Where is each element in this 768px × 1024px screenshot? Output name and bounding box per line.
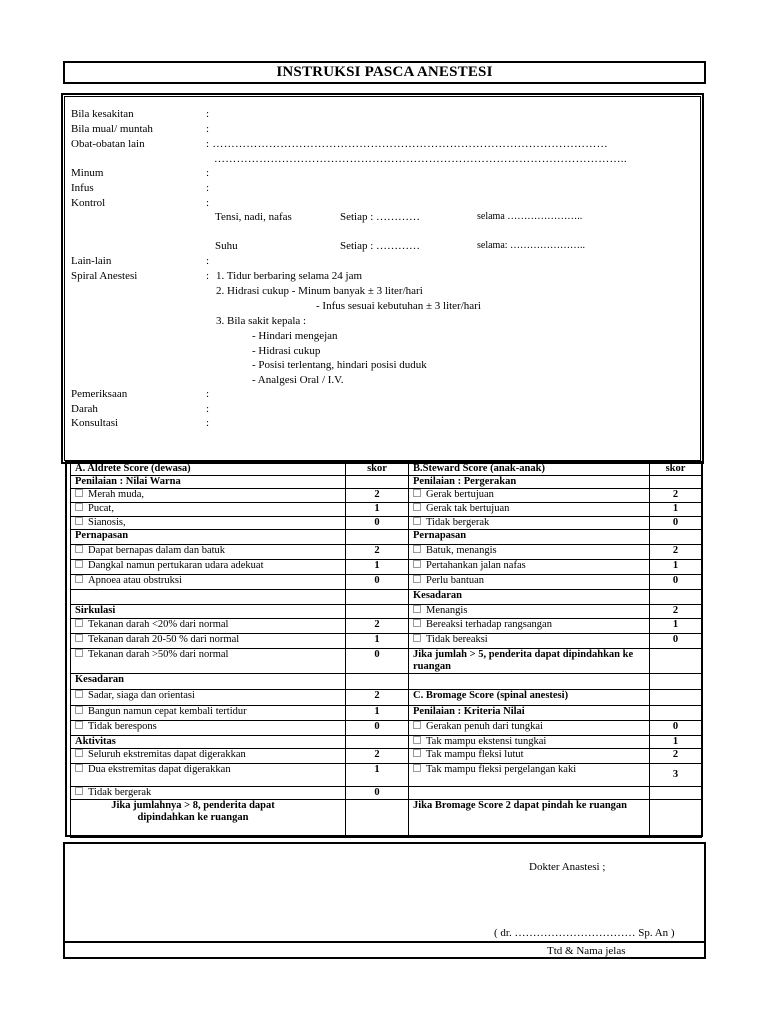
score-value-a: 0: [346, 575, 409, 590]
score-b-cell-0: [409, 463, 650, 476]
score-b-cell-15: [409, 690, 650, 706]
signature-divider: [63, 941, 706, 943]
bottom-field-value-2[interactable]: :: [206, 417, 210, 429]
score-a-cell-6[interactable]: [71, 545, 346, 560]
score-value-a: 1: [346, 634, 409, 649]
checkbox-icon[interactable]: [413, 605, 421, 613]
kontrol-setiap-1[interactable]: Setiap : …………: [340, 240, 421, 252]
score-row-22: [71, 800, 702, 838]
score-value-a: [346, 800, 409, 838]
score-value-b: 1: [650, 619, 702, 634]
checkbox-icon[interactable]: [75, 503, 83, 511]
score-text: Apnoea atau obstruksi: [88, 575, 182, 586]
score-value-b: [650, 787, 702, 800]
score-text: Gerakan penuh dari tungkai: [426, 721, 543, 732]
score-b-cell-3[interactable]: [409, 503, 650, 517]
bottom-field-value-1[interactable]: :: [206, 403, 210, 415]
score-row-17: [71, 721, 702, 736]
score-text: Aktivitas: [75, 736, 116, 747]
score-value-a: 1: [346, 503, 409, 517]
score-row-4: [71, 517, 702, 530]
score-a-cell-20[interactable]: [71, 764, 346, 787]
score-text: Sirkulasi: [75, 605, 116, 616]
score-b-cell-1: [409, 476, 650, 489]
score-row-19: [71, 749, 702, 764]
score-value-b: 2: [650, 545, 702, 560]
score-text: Jika Bromage Score 2 dapat pindah ke ruangan: [413, 800, 628, 811]
score-value-b: [650, 706, 702, 721]
score-a-cell-19[interactable]: [71, 749, 346, 764]
score-row-9: [71, 590, 702, 605]
checkbox-icon[interactable]: [413, 764, 421, 772]
score-text: Kesadaran: [413, 590, 463, 601]
score-b-cell-18[interactable]: [409, 736, 650, 749]
score-text: Jika jumlah > 5, penderita dapat dipindahkan ke ruangan: [413, 649, 634, 672]
score-value-b: 2: [650, 605, 702, 619]
score-row-8: [71, 575, 702, 590]
score-value-a: 0: [346, 517, 409, 530]
score-b-cell-11[interactable]: [409, 619, 650, 634]
score-a-cell-11[interactable]: [71, 619, 346, 634]
form-title: INSTRUKSI PASCA ANESTESI: [276, 64, 493, 80]
score-a-cell-0: [71, 463, 346, 476]
score-value-b: 1: [650, 503, 702, 517]
score-text: Pernapasan: [75, 530, 129, 541]
score-table: [70, 462, 702, 838]
score-value-b: 0: [650, 575, 702, 590]
field-label-1: Bila mual/ muntah: [71, 123, 153, 135]
spiral-line-6: - Posisi terlentang, hindari posisi duduk: [252, 359, 427, 371]
score-row-12: [71, 634, 702, 649]
kontrol-item-0: Tensi, nadi, nafas: [215, 211, 292, 223]
score-b-cell-16: [409, 706, 650, 721]
score-text: Tak mampu ekstensi tungkai: [426, 736, 547, 747]
score-text: Sadar, siaga dan orientasi: [88, 690, 195, 701]
score-a-cell-4[interactable]: [71, 517, 346, 530]
score-text: Tekanan darah <20% dari normal: [88, 619, 229, 630]
score-value-b: skor: [650, 463, 702, 476]
bottom-field-label-0: Pemeriksaan: [71, 388, 128, 400]
score-row-18: [71, 736, 702, 749]
score-text: Penilaian : Pergerakan: [413, 476, 517, 487]
checkbox-icon[interactable]: [413, 503, 421, 511]
score-b-cell-6[interactable]: [409, 545, 650, 560]
score-row-3: [71, 503, 702, 517]
checkbox-icon[interactable]: [413, 721, 421, 729]
kontrol-selama-0[interactable]: selama …………………..: [477, 211, 583, 222]
score-b-cell-10[interactable]: [409, 605, 650, 619]
score-value-b: [650, 674, 702, 690]
score-text: Tidak bereaksi: [426, 634, 488, 645]
score-row-1: [71, 476, 702, 489]
lain-lain-colon[interactable]: :: [206, 255, 210, 267]
bottom-field-value-0[interactable]: :: [206, 388, 210, 400]
score-value-a: 2: [346, 749, 409, 764]
score-b-cell-17[interactable]: [409, 721, 650, 736]
score-text: Bereaksi terhadap rangsangan: [426, 619, 552, 630]
spiral-line-3: 3. Bila sakit kepala :: [216, 315, 307, 327]
spiral-line-4: - Hindari mengejan: [252, 330, 338, 342]
field-value-4[interactable]: :: [206, 167, 210, 179]
checkbox-icon[interactable]: [75, 749, 83, 757]
score-value-b: 2: [650, 749, 702, 764]
score-value-a: 1: [346, 706, 409, 721]
score-text: Pucat,: [88, 503, 114, 514]
score-row-16: [71, 706, 702, 721]
field-value-5[interactable]: :: [206, 182, 210, 194]
score-text: B.Steward Score (anak-anak): [413, 463, 545, 474]
score-a-cell-17[interactable]: [71, 721, 346, 736]
score-value-b: 1: [650, 560, 702, 575]
field-label-4: Minum: [71, 167, 104, 179]
score-value-a: 2: [346, 489, 409, 503]
spiral-colon: :: [206, 270, 210, 282]
score-text: Jika jumlahnya > 8, penderita dapat dipindahkan ke ruangan: [111, 800, 275, 823]
checkbox-icon[interactable]: [75, 634, 83, 642]
checkbox-icon[interactable]: [75, 649, 83, 657]
score-text: Gerak bertujuan: [426, 489, 494, 500]
score-a-cell-10: [71, 605, 346, 619]
lain-lain-label: Lain-lain: [71, 255, 112, 267]
score-row-13: [71, 649, 702, 674]
score-text: Sianosis,: [88, 517, 126, 528]
checkbox-icon[interactable]: [413, 634, 421, 642]
score-text: Perlu bantuan: [426, 575, 485, 586]
checkbox-icon[interactable]: [413, 545, 421, 553]
field-label-2: Obat-obatan lain: [71, 138, 145, 150]
checkbox-icon[interactable]: [75, 690, 83, 698]
checkbox-icon[interactable]: [413, 560, 421, 568]
score-value-b: [650, 649, 702, 674]
checkbox-icon[interactable]: [75, 787, 83, 795]
spiral-line-1: 2. Hidrasi cukup - Minum banyak ± 3 liter/hari: [216, 285, 423, 297]
score-value-b: [650, 530, 702, 545]
score-text: Tidak bergerak: [88, 787, 152, 798]
doctor-name-line[interactable]: ( dr. …………………………… Sp. An ): [494, 927, 675, 939]
checkbox-icon[interactable]: [75, 489, 83, 497]
score-row-5: [71, 530, 702, 545]
field-label-0: Bila kesakitan: [71, 108, 134, 120]
checkbox-icon[interactable]: [75, 517, 83, 525]
score-value-a: 1: [346, 764, 409, 787]
score-value-a: 1: [346, 560, 409, 575]
score-a-cell-3[interactable]: [71, 503, 346, 517]
score-row-10: [71, 605, 702, 619]
score-a-cell-12[interactable]: [71, 634, 346, 649]
checkbox-icon[interactable]: [75, 545, 83, 553]
score-row-6: [71, 545, 702, 560]
signature-caption: Ttd & Nama jelas: [547, 945, 626, 957]
score-row-14: [71, 674, 702, 690]
score-value-a: 2: [346, 690, 409, 706]
score-text: Tekanan darah >50% dari normal: [88, 649, 229, 660]
score-text: Penilaian : Kriteria Nilai: [413, 706, 525, 717]
bottom-field-label-1: Darah: [71, 403, 98, 415]
score-row-7: [71, 560, 702, 575]
field-value-2[interactable]: : ……………………………………………………………………………………………: [206, 138, 608, 150]
score-a-cell-22: [71, 800, 346, 838]
score-value-b: [650, 690, 702, 706]
score-value-a: [346, 605, 409, 619]
spiral-line-0: 1. Tidur berbaring selama 24 jam: [216, 270, 363, 282]
score-value-b: 0: [650, 517, 702, 530]
score-text: Seluruh ekstremitas dapat digerakkan: [88, 749, 246, 760]
score-b-cell-14: [409, 674, 650, 690]
score-text: Gerak tak bertujuan: [426, 503, 510, 514]
score-value-a: skor: [346, 463, 409, 476]
score-text: Tak mampu fleksi pergelangan kaki: [426, 764, 577, 775]
checkbox-icon[interactable]: [413, 619, 421, 627]
score-text: Kesadaran: [75, 674, 125, 685]
score-text: Tak mampu fleksi lutut: [426, 749, 524, 760]
spiral-label: Spiral Anestesi: [71, 270, 138, 282]
score-value-b: [650, 800, 702, 838]
score-a-cell-16[interactable]: [71, 706, 346, 721]
score-a-cell-5: [71, 530, 346, 545]
field-value-6[interactable]: :: [206, 197, 210, 209]
score-text: Menangis: [426, 605, 468, 616]
score-value-b: [650, 476, 702, 489]
checkbox-icon[interactable]: [75, 560, 83, 568]
score-a-cell-2[interactable]: [71, 489, 346, 503]
score-value-b: 3: [650, 764, 702, 787]
field-value-0[interactable]: :: [206, 108, 210, 120]
score-a-cell-14: [71, 674, 346, 690]
score-value-a: [346, 674, 409, 690]
score-b-cell-7[interactable]: [409, 560, 650, 575]
score-value-b: 1: [650, 736, 702, 749]
score-row-15: [71, 690, 702, 706]
checkbox-icon[interactable]: [75, 764, 83, 772]
spiral-line-5: - Hidrasi cukup: [252, 345, 321, 357]
spiral-line-2: - Infus sesuai kebutuhan ± 3 liter/hari: [316, 300, 481, 312]
score-a-cell-13[interactable]: [71, 649, 346, 674]
doctor-label: Dokter Anastesi ;: [529, 861, 606, 873]
score-b-cell-9: [409, 590, 650, 605]
score-text: C. Bromage Score (spinal anestesi): [413, 690, 569, 701]
form-title-box: [63, 61, 706, 84]
score-b-cell-13: [409, 649, 650, 674]
kontrol-setiap-0[interactable]: Setiap : …………: [340, 211, 421, 223]
score-a-cell-7[interactable]: [71, 560, 346, 575]
score-text: Tekanan darah 20-50 % dari normal: [88, 634, 240, 645]
score-row-0: [71, 463, 702, 476]
score-a-cell-1: [71, 476, 346, 489]
score-value-a: [346, 530, 409, 545]
score-b-cell-12[interactable]: [409, 634, 650, 649]
score-row-2: [71, 489, 702, 503]
checkbox-icon[interactable]: [413, 749, 421, 757]
score-text: Dangkal namun pertukaran udara adekuat: [88, 560, 264, 571]
score-text: Tidak bergerak: [426, 517, 490, 528]
score-b-cell-20[interactable]: [409, 764, 650, 787]
score-b-cell-5: [409, 530, 650, 545]
score-row-11: [71, 619, 702, 634]
score-text: Tidak berespons: [88, 721, 157, 732]
kontrol-selama-1[interactable]: selama: …………………..: [477, 240, 586, 251]
field-value-3[interactable]: ………………………………………………………………………………………………..: [214, 153, 627, 165]
score-value-b: [650, 590, 702, 605]
score-b-cell-8[interactable]: [409, 575, 650, 590]
score-text: Batuk, menangis: [426, 545, 497, 556]
checkbox-icon[interactable]: [75, 721, 83, 729]
score-text: Pernapasan: [413, 530, 467, 541]
score-value-a: [346, 736, 409, 749]
field-label-6: Kontrol: [71, 197, 106, 209]
score-b-cell-22: [409, 800, 650, 838]
score-value-a: 0: [346, 721, 409, 736]
checkbox-icon[interactable]: [75, 706, 83, 714]
score-b-cell-19[interactable]: [409, 749, 650, 764]
score-a-cell-21[interactable]: [71, 787, 346, 800]
score-row-21: [71, 787, 702, 800]
score-text: A. Aldrete Score (dewasa): [75, 463, 191, 474]
score-value-b: 0: [650, 634, 702, 649]
score-value-a: 0: [346, 787, 409, 800]
score-text: Pertahankan jalan nafas: [426, 560, 526, 571]
score-a-cell-18: [71, 736, 346, 749]
field-label-5: Infus: [71, 182, 94, 194]
checkbox-icon[interactable]: [75, 575, 83, 583]
score-value-a: [346, 590, 409, 605]
score-a-cell-8[interactable]: [71, 575, 346, 590]
score-a-cell-15[interactable]: [71, 690, 346, 706]
checkbox-icon[interactable]: [413, 489, 421, 497]
kontrol-item-1: Suhu: [215, 240, 238, 252]
score-b-cell-2[interactable]: [409, 489, 650, 503]
checkbox-icon[interactable]: [413, 736, 421, 744]
score-value-a: 2: [346, 619, 409, 634]
checkbox-icon[interactable]: [413, 575, 421, 583]
instructions-box-inner: [64, 96, 701, 461]
checkbox-icon[interactable]: [75, 619, 83, 627]
score-text: Dapat bernapas dalam dan batuk: [88, 545, 226, 556]
score-b-cell-21: [409, 787, 650, 800]
score-value-a: 2: [346, 545, 409, 560]
score-text: Bangun namun cepat kembali tertidur: [88, 706, 247, 717]
spiral-line-7: - Analgesi Oral / I.V.: [252, 374, 344, 386]
score-value-b: 2: [650, 489, 702, 503]
score-row-20: [71, 764, 702, 787]
checkbox-icon[interactable]: [413, 517, 421, 525]
score-value-b: 0: [650, 721, 702, 736]
score-value-a: [346, 476, 409, 489]
score-b-cell-4[interactable]: [409, 517, 650, 530]
score-text: Penilaian : Nilai Warna: [75, 476, 181, 487]
score-text: Merah muda,: [88, 489, 144, 500]
bottom-field-label-2: Konsultasi: [71, 417, 119, 429]
score-a-cell-9: [71, 590, 346, 605]
score-value-a: 0: [346, 649, 409, 674]
score-text: Dua ekstremitas dapat digerakkan: [88, 764, 231, 775]
field-value-1[interactable]: :: [206, 123, 210, 135]
